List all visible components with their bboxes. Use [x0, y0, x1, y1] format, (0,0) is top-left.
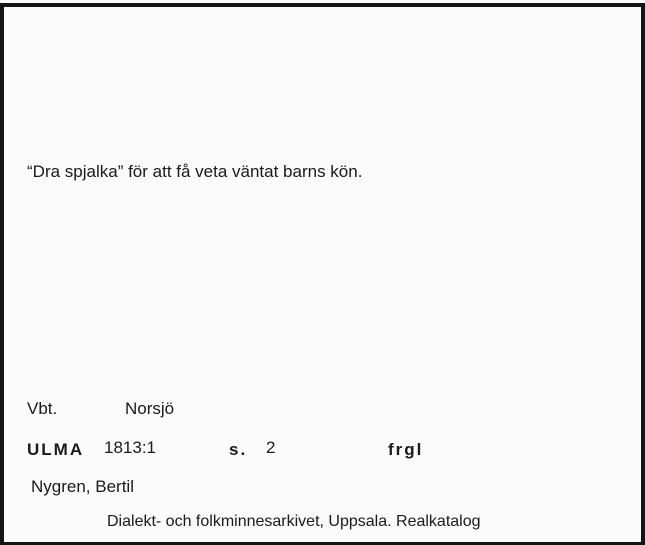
- parish-name: Norsjö: [125, 399, 175, 418]
- province-label: Vbt.: [27, 399, 58, 418]
- top-border: [0, 3, 645, 7]
- category-code: frgl: [388, 440, 424, 459]
- card-footer: Dialekt- och folkminnesarkivet, Uppsala. Realkatalog: [107, 513, 481, 530]
- page-number: 2: [266, 438, 276, 457]
- collector-name: Nygren, Bertil: [31, 477, 134, 496]
- record-number: 1813:1: [104, 438, 156, 457]
- page-label: s.: [229, 440, 248, 459]
- card-description: “Dra spjalka” för att få veta väntat barns kön.: [27, 162, 363, 181]
- archive-code: ULMA: [27, 440, 85, 459]
- right-border: [641, 3, 645, 545]
- left-border: [0, 3, 4, 545]
